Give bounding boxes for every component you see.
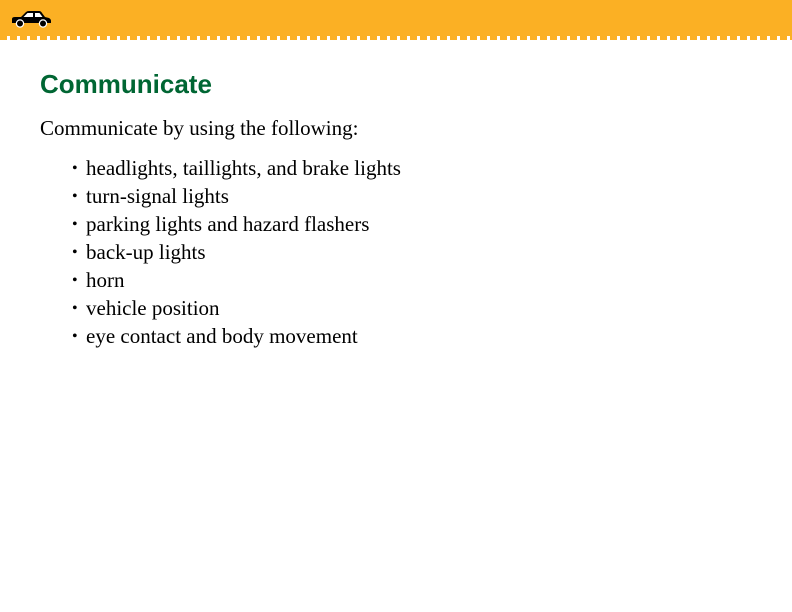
- header-dashed-border: [0, 36, 792, 40]
- bullet-dot-icon: •: [72, 328, 78, 345]
- bullet-list: [72, 154, 401, 350]
- bullet-text: parking lights and hazard flashers: [86, 212, 370, 236]
- bullet-item: [72, 154, 401, 182]
- bullet-text: back-up lights: [86, 240, 206, 264]
- bullet-text: headlights, taillights, and brake lights: [86, 156, 401, 180]
- bullet-item: [72, 322, 401, 350]
- bullet-item: [72, 210, 401, 238]
- bullet-item: [72, 182, 401, 210]
- slide-title: Communicate: [40, 69, 212, 99]
- bullet-dot-icon: •: [72, 188, 78, 205]
- bullet-item: [72, 266, 401, 294]
- bullet-text: horn: [86, 268, 125, 292]
- bullet-text: eye contact and body movement: [86, 324, 358, 348]
- bullet-dot-icon: •: [72, 244, 78, 261]
- bullet-dot-icon: •: [72, 272, 78, 289]
- bullet-dot-icon: •: [72, 216, 78, 233]
- bullet-text: turn-signal lights: [86, 184, 229, 208]
- intro-text: Communicate by using the following:: [40, 116, 359, 140]
- bullet-dot-icon: •: [72, 300, 78, 317]
- bullet-text: vehicle position: [86, 296, 220, 320]
- bullet-item: [72, 238, 401, 266]
- bullet-item: [72, 294, 401, 322]
- bullet-dot-icon: •: [72, 160, 78, 177]
- header-bar: [0, 0, 792, 36]
- car-icon: [10, 10, 52, 28]
